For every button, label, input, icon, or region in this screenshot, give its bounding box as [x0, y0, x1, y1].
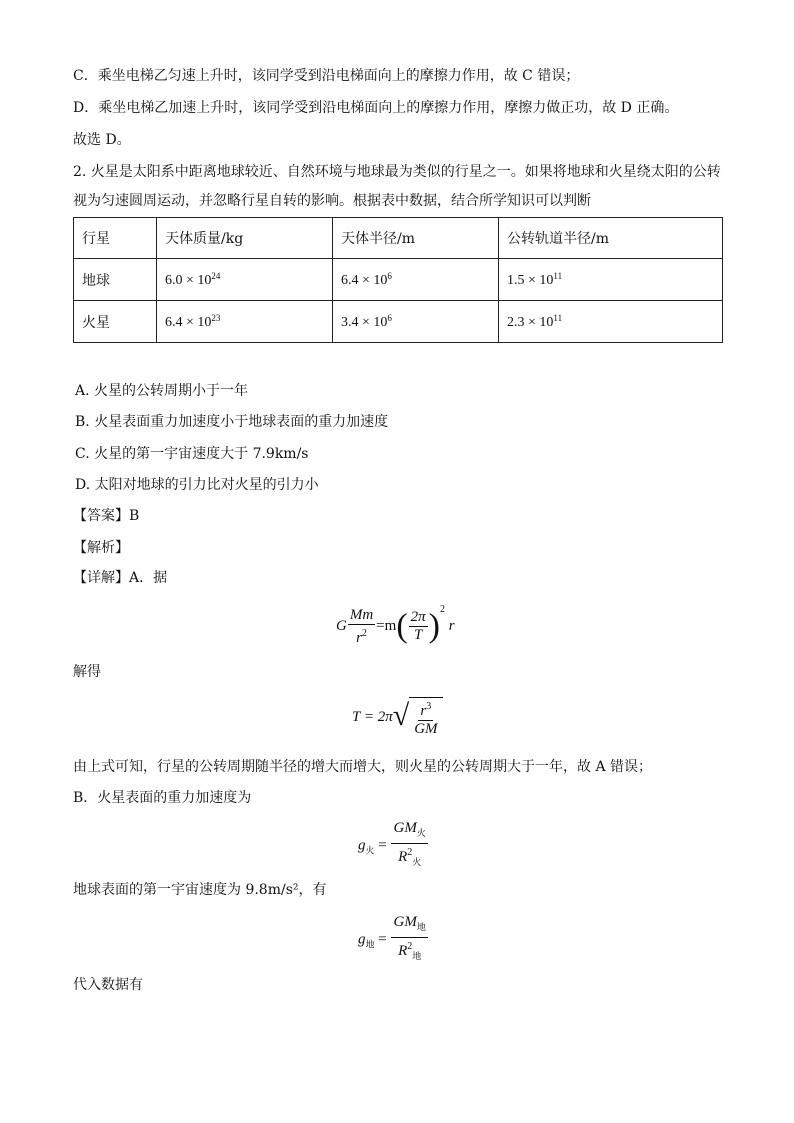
eq-equals: =m	[376, 618, 397, 634]
option-c: C. 火星的第一宇宙速度大于 7.9km/s	[75, 446, 309, 462]
eq-lhs: T = 2π	[352, 708, 393, 725]
eq-fraction	[348, 607, 375, 647]
eq-denominator: $R^2_地$	[398, 941, 422, 962]
planet-name: 火星	[74, 301, 157, 343]
equation-mars-gravity	[358, 820, 429, 872]
prev-option-c: C．乘坐电梯乙匀速上升时，该同学受到沿电梯面向上的摩擦力作用，故 C 错误；	[73, 68, 580, 84]
eq-symbol: r	[448, 618, 455, 634]
eq-denominator: T	[413, 627, 423, 644]
eq-symbol: G	[336, 618, 347, 634]
eq-fraction	[412, 698, 439, 738]
eq-equals: =	[378, 931, 387, 948]
prev-option-d: D．乘坐电梯乙加速上升时，该同学受到沿电梯面向上的摩擦力作用，摩擦力做正功，故 D 正确。	[73, 100, 679, 116]
question-2-line-2: 视为匀速圆周运动，并忽略行星自转的影响。根据表中数据，结合所学知识可以判断	[73, 193, 591, 209]
prev-answer-choice: 故选 D。	[73, 132, 131, 148]
solve-label: 解得	[73, 664, 101, 680]
eq-exponent: 2	[439, 604, 445, 615]
planet-radius: $6.4 \times 10^6$	[333, 259, 499, 301]
table-header-cell: 公转轨道半径/m	[499, 218, 723, 259]
eq-numerator: $GM_地$	[391, 914, 427, 938]
answer-value: B	[129, 508, 140, 524]
eq-sqrt: √ $\frac{r^3}{GM}$	[393, 697, 443, 738]
detail-label: 【详解】	[73, 570, 129, 586]
planet-mass: $6.0 \times 10^{24}$	[157, 259, 333, 301]
eq-denominator: $R^2_火$	[398, 847, 422, 868]
substitute-label: 代入数据有	[73, 977, 143, 993]
option-b: B. 火星表面重力加速度小于地球表面的重力加速度	[75, 414, 389, 430]
table-row	[74, 259, 723, 301]
eq-numerator: Mm	[349, 606, 374, 623]
eq-subscript: 火	[365, 846, 375, 857]
option-a: A. 火星的公转周期小于一年	[75, 383, 249, 399]
detail-text: A．据	[129, 570, 168, 586]
option-d: D. 太阳对地球的引力比对火星的引力小	[75, 477, 319, 493]
earth-intro: 地球表面的第一宇宙速度为 9.8m/s²，有	[73, 882, 327, 898]
equation-gravitation-period: G $\frac{Mm}{r^2}$ =m( $\frac{2\pi}{T}$ )$^2$ r	[336, 604, 455, 646]
question-2-line-1: 2. 火星是太阳系中距离地球较近、自然环境与地球最为类似的行星之一。如果将地球和火星绕太阳的公转	[73, 164, 721, 180]
detail-line	[73, 568, 167, 588]
eq-symbol: g	[358, 837, 366, 854]
eq-symbol: g	[358, 931, 366, 948]
planet-orbit-radius: $2.3 \times 10^{11}$	[499, 301, 723, 343]
eq-fraction	[391, 820, 427, 872]
eq-equals: =	[378, 837, 387, 854]
table-header-cell: 天体半径/m	[333, 218, 499, 259]
planet-data-table	[73, 217, 723, 343]
table-header-row	[74, 218, 723, 259]
planet-mass: $6.4 \times 10^{23}$	[157, 301, 333, 343]
answer-label: 【答案】	[73, 508, 129, 524]
table-header-cell: 行星	[74, 218, 157, 259]
eq-denominator: GM	[414, 721, 438, 737]
eq-numerator: 2π	[410, 609, 426, 626]
planet-name: 地球	[74, 259, 157, 301]
answer-line	[73, 506, 139, 526]
equation-period	[352, 697, 443, 738]
planet-orbit-radius: $1.5 \times 10^{11}$	[499, 259, 723, 301]
equation-earth-gravity	[358, 914, 429, 966]
eq-numerator: $r^3$	[418, 698, 433, 721]
eq-fraction	[391, 914, 427, 966]
b-intro: B．火星表面的重力加速度为	[73, 790, 252, 806]
table-header-cell: 天体质量/kg	[157, 218, 333, 259]
eq-fraction	[409, 609, 428, 644]
conclusion-a: 由上式可知，行星的公转周期随半径的增大而增大，则火星的公转周期大于一年，故 A 错误；	[73, 759, 653, 775]
eq-numerator: $GM_火$	[391, 820, 427, 844]
analysis-label: 【解析】	[73, 540, 129, 556]
eq-denominator: $r^2$	[356, 627, 367, 646]
eq-subscript: 地	[365, 940, 375, 951]
planet-radius: $3.4 \times 10^6$	[333, 301, 499, 343]
table-row	[74, 301, 723, 343]
